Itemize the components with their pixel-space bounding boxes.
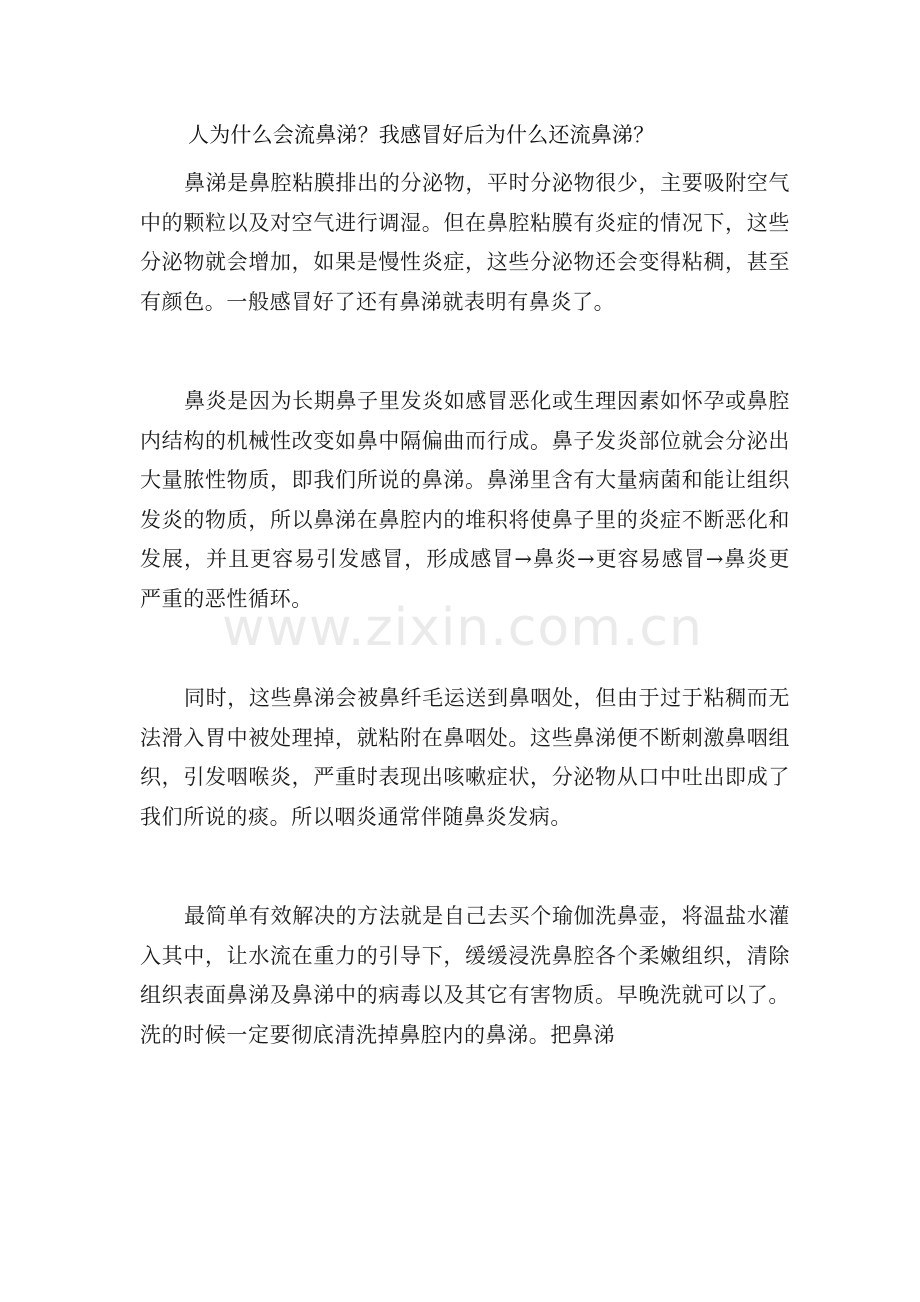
document-title: 人为什么会流鼻涕？我感冒好后为什么还流鼻涕？	[188, 123, 655, 147]
paragraph-rhinitis-cause: 鼻炎是因为长期鼻子里发炎如感冒恶化或生理因素如怀孕或鼻腔内结构的机械性改变如鼻中隔偏曲而行成。鼻子发炎部位就会分泌出大量脓性物质，即我们所说的鼻涕。鼻涕里含有大量病菌和能让组织发炎的物质，所以鼻涕在鼻腔内的堆积将使鼻子里的炎症不断恶化和发展，并且更容易引发感冒，形成感冒→鼻炎→更容易感冒→鼻炎更严重的恶性循环。	[140, 389, 790, 611]
paragraph-mucus-definition: 鼻涕是鼻腔粘膜排出的分泌物，平时分泌物很少，主要吸附空气中的颗粒以及对空气进行调湿。但在鼻腔粘膜有炎症的情况下，这些分泌物就会增加，如果是慢性炎症，这些分泌物还会变得粘稠，甚至有颜色。一般感冒好了还有鼻涕就表明有鼻炎了。	[140, 171, 790, 314]
document-body	[140, 118, 790, 1055]
paragraph-nasal-rinse: 最简单有效解决的方法就是自己去买个瑜伽洗鼻壶，将温盐水灌入其中，让水流在重力的引导下，缓缓浸洗鼻腔各个柔嫩组织，清除组织表面鼻涕及鼻涕中的病毒以及其它有害物质。早晚洗就可以了。洗的时候一定要彻底清洗掉鼻腔内的鼻涕。把鼻涕	[140, 904, 790, 1047]
watermark-text: www.zixin.com.cn	[222, 598, 703, 658]
paragraph-pharyngitis: 同时，这些鼻涕会被鼻纤毛运送到鼻咽处，但由于过于粘稠而无法滑入胃中被处理掉，就粘附在鼻咽处。这些鼻涕便不断刺激鼻咽组织，引发咽喉炎，严重时表现出咳嗽症状，分泌物从口中吐出即成了我们所说的痰。所以咽炎通常伴随鼻炎发病。	[140, 686, 790, 829]
